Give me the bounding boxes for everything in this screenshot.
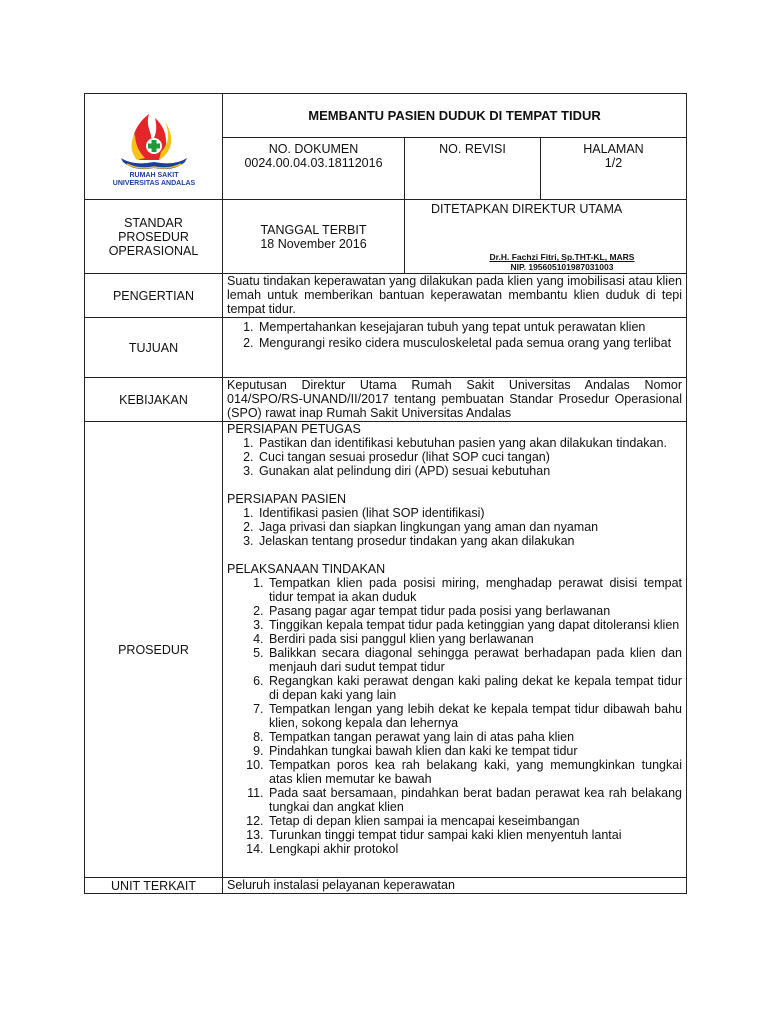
halaman-value: 1/2 [604, 156, 623, 170]
logo-text-line2: UNIVERSITAS ANDALAS [112, 180, 195, 187]
halaman-cell [541, 138, 687, 200]
persiapan-pasien-heading: PERSIAPAN PASIEN [227, 492, 347, 506]
list-item: 11. Pada saat bersamaan, pindahkan berat badan perawat kea rah belakang tungkai dan angkat klien [267, 786, 682, 814]
spo-label-cell [85, 200, 223, 274]
tujuan-cell [223, 318, 687, 378]
list-item: 2. Cuci tangan sesuai prosedur (lihat SOP cuci tangan) [257, 450, 682, 464]
list-item: 3. Tinggikan kepala tempat tidur pada ketinggian yang dapat ditoleransi klien [267, 618, 682, 632]
list-item: 9. Pindahkan tungkai bawah klien dan kaki ke tempat tidur [267, 744, 682, 758]
persiapan-petugas-list [227, 436, 682, 478]
pengertian-label: PENGERTIAN [85, 274, 223, 318]
list-item: 1. Pastikan dan identifikasi kebutuhan pasien yang akan dilakukan tindakan. [257, 436, 682, 450]
spo-label-line1: STANDAR [124, 215, 183, 230]
halaman-label: HALAMAN [583, 142, 644, 156]
no-revisi-cell [405, 138, 541, 200]
list-item: 3. Jelaskan tentang prosedur tindakan yang akan dilakukan [257, 534, 682, 548]
logo-text-line1: RUMAH SAKIT [129, 172, 178, 179]
persiapan-pasien-list [227, 506, 682, 548]
list-item: 1. Tempatkan klien pada posisi miring, menghadap perawat disisi tempat tidur tempat ia akan duduk [267, 576, 682, 604]
tujuan-item: 2. Mengurangi resiko cidera musculoskeletal pada semua orang yang terlibat [257, 336, 682, 352]
no-dokumen-label: NO. DOKUMEN [268, 142, 359, 156]
unit-terkait-text: Seluruh instalasi pelayanan keperawatan [223, 878, 687, 894]
document-title: MEMBANTU PASIEN DUDUK DI TEMPAT TIDUR [223, 94, 687, 138]
list-item: 7. Tempatkan lengan yang lebih dekat ke kepala tempat tidur dibawah bahu klien, sokong kepala dan lehernya [267, 702, 682, 730]
list-item: 8. Tempatkan tangan perawat yang lain di atas paha klien [267, 730, 682, 744]
tanggal-terbit-cell [223, 200, 405, 274]
sop-table [84, 93, 687, 894]
list-item: 2. Pasang pagar agar tempat tidur pada posisi yang berlawanan [267, 604, 682, 618]
unit-terkait-label: UNIT TERKAIT [85, 878, 223, 894]
pengertian-text: Suatu tindakan keperawatan yang dilakukan pada klien yang imobilisasi atau klien lemah untuk memberikan bantuan keperawatan membantu klien duduk di tepi tempat tidur. [223, 274, 687, 318]
logo-cell [85, 94, 223, 200]
prosedur-cell [223, 422, 687, 878]
list-item: 2. Jaga privasi dan siapkan lingkungan yang aman dan nyaman [257, 520, 682, 534]
list-item: 5. Balikkan secara diagonal sehingga perawat berhadapan pada klien dan menjauh dari sudut tempat tidur [267, 646, 682, 674]
no-revisi-label: NO. REVISI [439, 142, 506, 156]
list-item: 10. Tempatkan poros kea rah belakang kaki, yang memungkinkan tungkai atas klien memutar ke bawah [267, 758, 682, 786]
hospital-logo-icon [99, 102, 209, 188]
list-item: 3. Gunakan alat pelindung diri (APD) sesuai kebutuhan [257, 464, 682, 478]
tujuan-label: TUJUAN [85, 318, 223, 378]
persiapan-petugas-heading: PERSIAPAN PETUGAS [227, 422, 361, 436]
tanggal-terbit-label: TANGGAL TERBIT [260, 222, 367, 237]
list-item: 1. Identifikasi pasien (lihat SOP identifikasi) [257, 506, 682, 520]
tujuan-item: 1. Mempertahankan kesejajaran tubuh yang tepat untuk perawatan klien [257, 320, 682, 336]
list-item: 14. Lengkapi akhir protokol [267, 842, 682, 856]
signer-nip: NIP. 195605101987031003 [510, 262, 614, 272]
signer-name: Dr.H. Fachzi Fitri, Sp.THT-KL, MARS [489, 252, 635, 262]
prosedur-label: PROSEDUR [85, 422, 223, 878]
pelaksanaan-heading: PELAKSANAAN TINDAKAN [227, 562, 386, 576]
ditetapkan-cell [405, 200, 687, 274]
list-item: 4. Berdiri pada sisi panggul klien yang berlawanan [267, 632, 682, 646]
no-dokumen-cell [223, 138, 405, 200]
kebijakan-label: KEBIJAKAN [85, 378, 223, 422]
spo-label-line3: OPERASIONAL [108, 243, 199, 258]
kebijakan-text: Keputusan Direktur Utama Rumah Sakit Universitas Andalas Nomor 014/SPO/RS-UNAND/II/2017 tentang pembuatan Standar Prosedur Operasional (SPO) rawat inap Rumah Sakit Universitas Andalas [223, 378, 687, 422]
spo-label-line2: PROSEDUR [118, 229, 189, 244]
list-item: 6. Regangkan kaki perawat dengan kaki paling dekat ke kepala tempat tidur di depan kaki yang lain [267, 674, 682, 702]
sop-document [84, 93, 686, 894]
list-item: 12. Tetap di depan klien sampai ia mencapai keseimbangan [267, 814, 682, 828]
pelaksanaan-list [227, 576, 682, 856]
signature-block [477, 252, 647, 272]
ditetapkan-label: DITETAPKAN DIREKTUR UTAMA [431, 202, 623, 216]
tujuan-list [227, 320, 682, 351]
tanggal-terbit-value: 18 November 2016 [260, 236, 367, 251]
list-item: 13. Turunkan tinggi tempat tidur sampai kaki klien menyentuh lantai [267, 828, 682, 842]
no-dokumen-value: 0024.00.04.03.18112016 [244, 156, 383, 170]
